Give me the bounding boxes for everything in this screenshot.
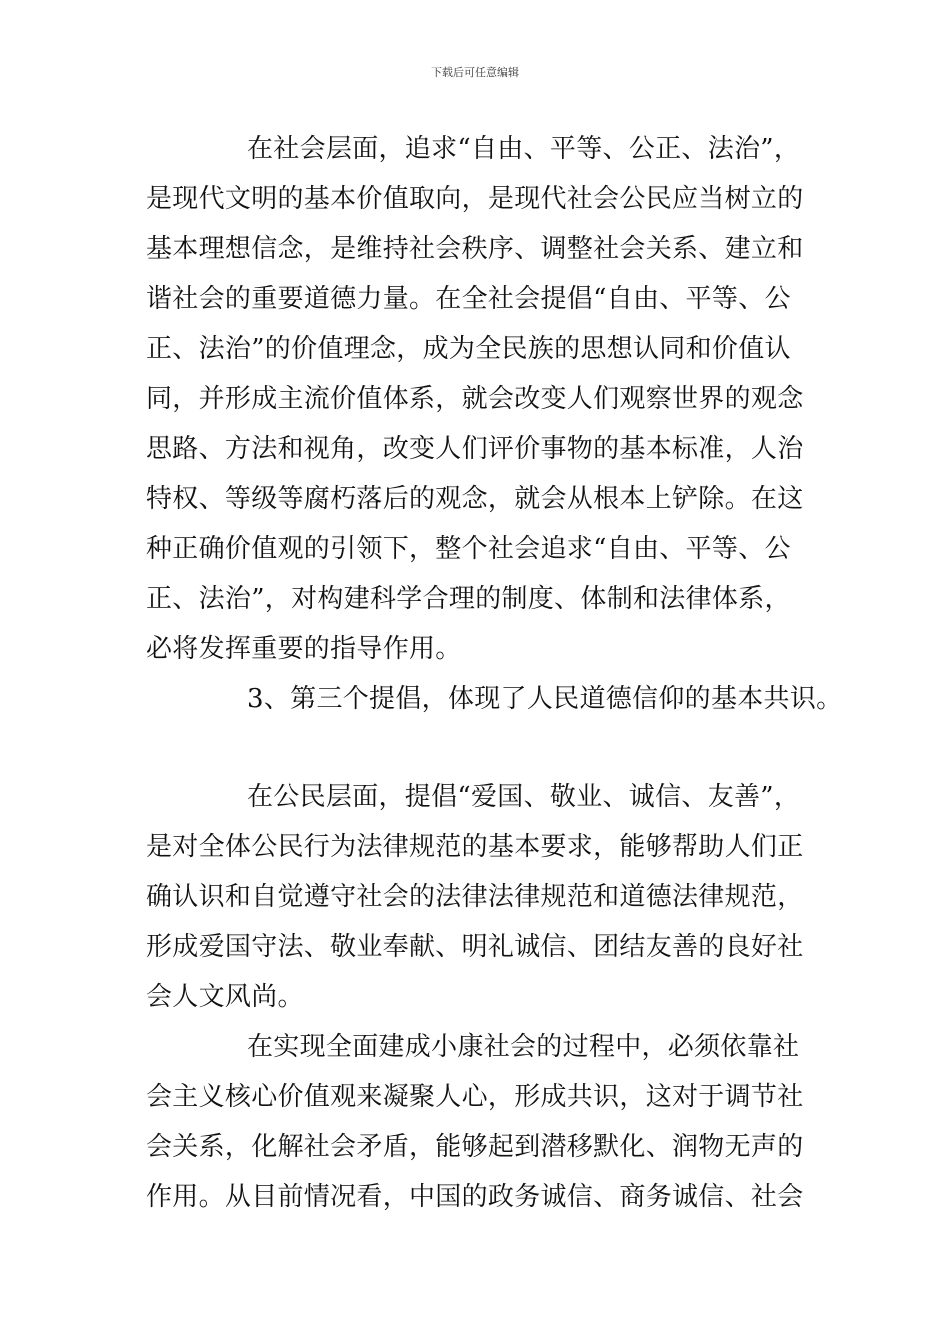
text-line: 是现代文明的基本价值取向，是现代社会公民应当树立的 <box>146 184 804 214</box>
text-line: 是对全体公民行为法律规范的基本要求，能够帮助人们正 <box>146 832 804 862</box>
text-line: 正、法治”的价值理念，成为全民族的思想认同和价值认 <box>146 334 791 364</box>
text-line: 作用。从目前情况看，中国的政务诚信、商务诚信、社会 <box>146 1182 804 1212</box>
text-line: 会主义核心价值观来凝聚人心，形成共识，这对于调节社 <box>146 1082 804 1112</box>
text-line: 确认识和自觉遵守社会的法律法律规范和道德法律规范， <box>146 882 804 912</box>
text-line: 正、法治”，对构建科学合理的制度、体制和法律体系， <box>146 584 791 614</box>
text-line: 在实现全面建成小康社会的过程中，必须依靠社 <box>247 1032 800 1062</box>
section-heading: 3、第三个提倡，体现了人民道德信仰的基本共识。 <box>247 684 843 714</box>
text-line: 会人文风尚。 <box>146 982 304 1012</box>
text-line: 会关系，化解社会矛盾，能够起到潜移默化、润物无声的 <box>146 1132 804 1162</box>
text-line: 在社会层面，追求“自由、平等、公正、法治”， <box>247 134 801 164</box>
header-note: 下载后可任意编辑 <box>431 66 519 79</box>
text-line: 谐社会的重要道德力量。在全社会提倡“自由、平等、公 <box>146 284 791 314</box>
text-line: 基本理想信念，是维持社会秩序、调整社会关系、建立和 <box>146 234 804 264</box>
text-line: 特权、等级等腐朽落后的观念，就会从根本上铲除。在这 <box>146 484 804 514</box>
text-line: 在公民层面，提倡“爱国、敬业、诚信、友善”， <box>247 782 801 812</box>
text-line: 同，并形成主流价值体系，就会改变人们观察世界的观念 <box>146 384 804 414</box>
text-line: 必将发挥重要的指导作用。 <box>146 634 462 664</box>
text-line: 思路、方法和视角，改变人们评价事物的基本标准，人治 <box>146 434 804 464</box>
text-line: 种正确价值观的引领下，整个社会追求“自由、平等、公 <box>146 534 791 564</box>
text-line: 形成爱国守法、敬业奉献、明礼诚信、团结友善的良好社 <box>146 932 804 962</box>
